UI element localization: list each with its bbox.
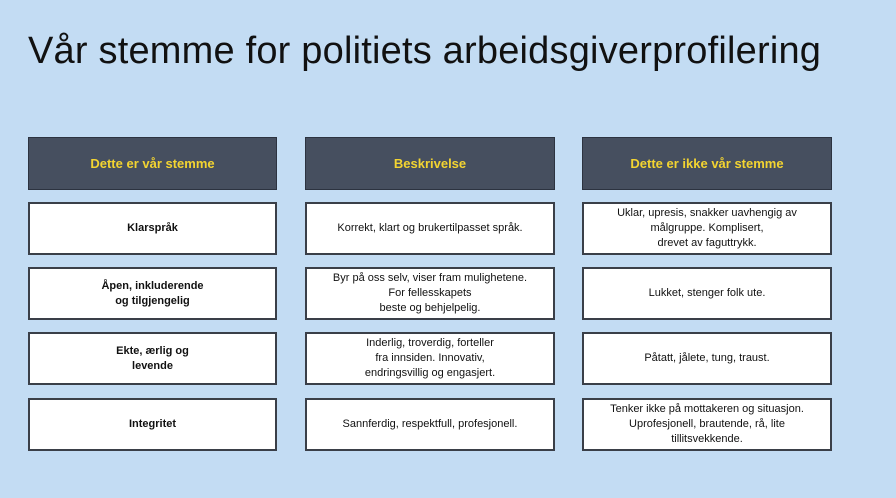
page-title: Vår stemme for politiets arbeidsgiverprofilering xyxy=(28,30,822,72)
description-cell: Inderlig, troverdig, forteller fra innsiden. Innovativ, endringsvillig og engasjert. xyxy=(305,332,555,385)
not-voice-cell: Tenker ikke på mottakeren og situasjon. Uprofesjonell, brautende, rå, lite tillitsvekkende. xyxy=(582,398,832,451)
voice-cell: Klarspråk xyxy=(28,202,277,255)
description-cell: Korrekt, klart og brukertilpasset språk. xyxy=(305,202,555,255)
not-voice-cell: Uklar, upresis, snakker uavhengig av målgruppe. Komplisert, drevet av faguttrykk. xyxy=(582,202,832,255)
voice-cell: Åpen, inkluderende og tilgjengelig xyxy=(28,267,277,320)
description-cell: Byr på oss selv, viser fram mulighetene. For fellesskapets beste og behjelpelig. xyxy=(305,267,555,320)
voice-cell: Integritet xyxy=(28,398,277,451)
header-description: Beskrivelse xyxy=(305,137,555,190)
description-cell: Sannferdig, respektfull, profesjonell. xyxy=(305,398,555,451)
not-voice-cell: Påtatt, jålete, tung, traust. xyxy=(582,332,832,385)
not-voice-cell: Lukket, stenger folk ute. xyxy=(582,267,832,320)
voice-cell: Ekte, ærlig og levende xyxy=(28,332,277,385)
header-voice: Dette er vår stemme xyxy=(28,137,277,190)
header-not-voice: Dette er ikke vår stemme xyxy=(582,137,832,190)
